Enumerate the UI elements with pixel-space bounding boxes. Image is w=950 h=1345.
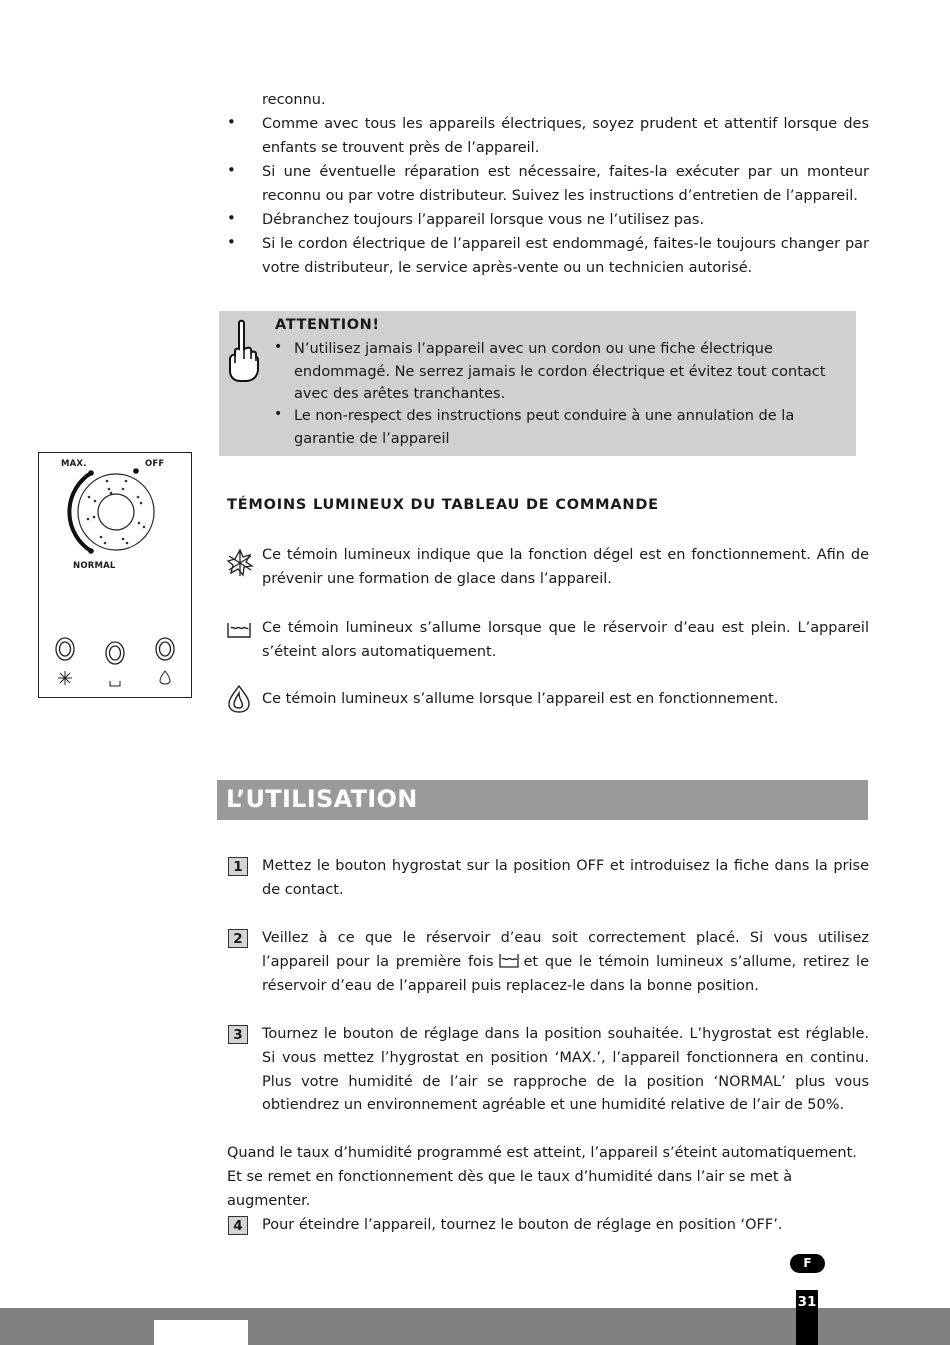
language-badge: F <box>790 1254 825 1273</box>
water-tank-icon <box>498 952 520 969</box>
bullet-dot: • <box>227 233 236 251</box>
bullet-dot: • <box>227 209 236 227</box>
usage-banner <box>217 780 868 820</box>
dial-label-max: MAX. <box>61 459 87 469</box>
step-text-2-before: Veillez à ce que le réservoir d’eau soit correctement placé. Si vous utilisez l’appareil pour la première fois <box>262 930 869 970</box>
bullet-continuation: reconnu. <box>262 92 326 108</box>
attention-title: ATTENTION! <box>275 317 380 333</box>
page-number: 31 <box>796 1290 818 1345</box>
indicator-text-tank: Ce témoin lumineux s’allume lorsque que le réservoir d’eau est plein. L’appareil s’éteint alors automatiquement. <box>262 620 869 660</box>
bullet-dot: • <box>274 406 283 422</box>
attention-item: Le non-respect des instructions peut conduire à une annulation de la garantie de l’appareil <box>294 408 795 447</box>
bullet-dot: • <box>227 113 236 131</box>
water-drop-icon <box>226 684 252 714</box>
step-text-2 <box>262 927 869 998</box>
attention-box <box>219 311 856 456</box>
bullet-item: Débranchez toujours l’appareil lorsque vous ne l’utilisez pas. <box>262 212 705 228</box>
dial-label-normal: NORMAL <box>73 561 116 571</box>
pointing-hand-icon <box>225 319 259 383</box>
step-text-2-after: et que le témoin lumineux s’allume, retirez le réservoir d’eau de l’appareil puis replacez-le dans la bonne position. <box>262 953 870 994</box>
hygrostat-dial <box>39 453 191 697</box>
usage-heading: L’UTILISATION <box>226 785 418 813</box>
bullet-dot: • <box>274 339 283 355</box>
footer-white-block <box>154 1320 248 1345</box>
defrost-icon <box>226 548 254 578</box>
step-number-4: 4 <box>228 1216 248 1235</box>
step-number-1: 1 <box>228 857 248 876</box>
bullet-item: Comme avec tous les appareils électriques, soyez prudent et attentif lorsque des enfants se trouvent près de l’appareil. <box>262 116 869 156</box>
step-number-2: 2 <box>228 929 248 948</box>
attention-item: N’utilisez jamais l’appareil avec un cordon ou une fiche électrique endommagé. Ne serrez jamais le cordon électrique et évitez tout contact avec des arêtes tranchantes. <box>294 341 826 402</box>
step-text-1: Mettez le bouton hygrostat sur la position OFF et introduisez la fiche dans la prise de contact. <box>262 858 869 898</box>
step-number-3: 3 <box>228 1025 248 1044</box>
dial-label-off: OFF <box>145 459 165 469</box>
usage-note-line1: Quand le taux d’humidité programmé est atteint, l’appareil s’éteint automatiquement. <box>227 1145 857 1161</box>
water-tank-icon <box>226 620 252 640</box>
control-panel-illustration <box>38 452 192 698</box>
step-text-3: Tournez le bouton de réglage dans la position souhaitée. L’hygrostat est réglable. Si vous mettez l’hygrostat en position ‘MAX.’, l’appareil fonctionnera en continu. Plus votre humidité de l’air se rapproche de la position ‘NORMAL’ plus vous obtiendrez un environnement agréable et une humidité relative de l’air de 50%. <box>262 1026 869 1114</box>
indicator-text-drop: Ce témoin lumineux s’allume lorsque l’appareil est en fonctionnement. <box>262 691 779 707</box>
indicators-heading: TÉMOINS LUMINEUX DU TABLEAU DE COMMANDE <box>227 497 659 513</box>
step-text-4: Pour éteindre l’appareil, tournez le bouton de réglage en position ‘OFF’. <box>262 1217 783 1233</box>
bullet-dot: • <box>227 161 236 179</box>
indicator-text-defrost: Ce témoin lumineux indique que la fonction dégel est en fonctionnement. Afin de prévenir une formation de glace dans l’appareil. <box>262 547 869 587</box>
bullet-item: Si le cordon électrique de l’appareil est endommagé, faites-le toujours changer par votre distributeur, le service après-vente ou un technicien autorisé. <box>262 236 869 276</box>
usage-note-line2: Et se remet en fonctionnement dès que le taux d’humidité dans l’air se met à augmenter. <box>227 1169 793 1209</box>
bullet-item: Si une éventuelle réparation est nécessaire, faites-la exécuter par un monteur reconnu ou par votre distributeur. Suivez les instructions d’entretien de l’appareil. <box>262 164 869 204</box>
